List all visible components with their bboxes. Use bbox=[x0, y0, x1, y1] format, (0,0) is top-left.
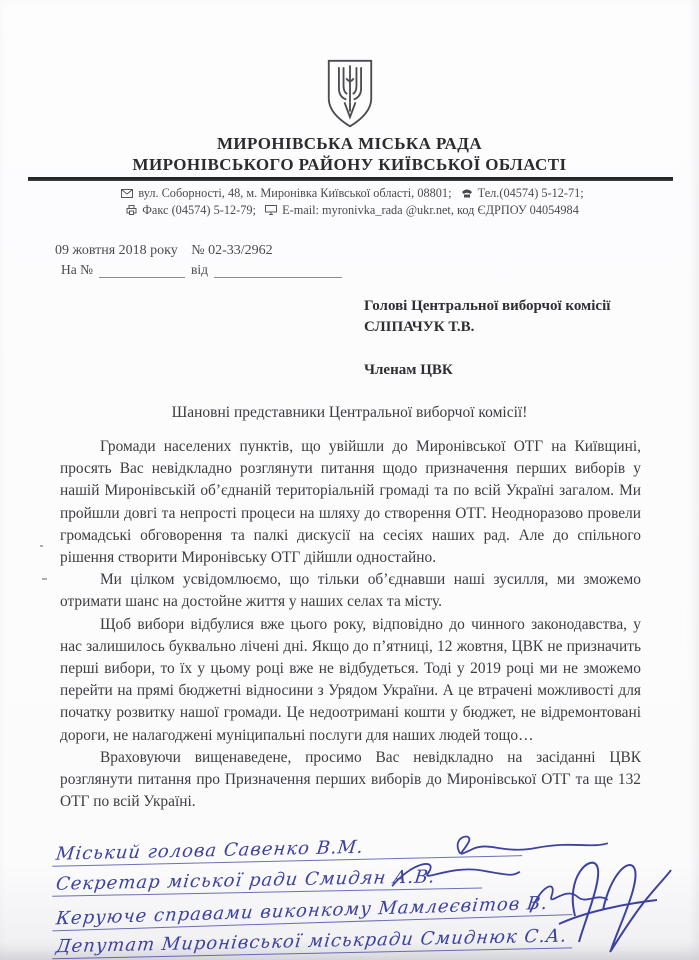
header-divider bbox=[28, 177, 673, 181]
addressee-name: СЛІПАЧУК Т.В. bbox=[364, 319, 475, 335]
monitor-icon bbox=[265, 203, 277, 219]
org-name-line2: МИРОНІВСЬКОГО РАЙОНУ КИЇВСЬКОЇ ОБЛАСТІ bbox=[132, 155, 567, 174]
reply-from-label: від bbox=[191, 262, 208, 277]
contact-line1 bbox=[0, 185, 699, 202]
addressee-title: Голові Центральної виборчої комісії bbox=[364, 298, 611, 314]
paragraph-1: Громади населених пунктів, що увійшли до Миронівської ОТГ на Київщині, просять Вас невідкладно розглянути питання щодо призначення перших виборів у нашій Миронівській об’єднаній територіальній громаді та по всій Україні загалом. Ми пройшли довгі та непрості процеси на шляху до створення ОТГ. Неодноразово провели громадські обговорення та палкі дискусії на сесіях наших рад. Але до спільного рішення створити Миронівську ОТГ дійшли одностайно. bbox=[60, 438, 641, 567]
letterhead bbox=[0, 133, 699, 175]
paragraph-3: Щоб вибори відбулися вже цього року, відповідно до чинного законодавства, у нас залишилось буквально лічені дні. Якщо до п’ятниці, 12 жовтня, ЦВК не призначить перші вибори, то їх у цьому році вже не відбудеться. Тоді у 2019 році ми не зможемо перейти на прямі бюджетні відносини з Урядом України. А це втрачені можливості для початку розвитку нашої громади. Це недоотримані кошти у бюджет, не відремонтовані дороги, не налагоджені муніципальні послуги для наших людей тощо… bbox=[60, 615, 641, 744]
handwritten-mayor: Міський голова Савенко В.М. bbox=[54, 836, 365, 865]
letter-number: № 02-33/2962 bbox=[191, 243, 273, 258]
fax-icon bbox=[126, 203, 137, 219]
reply-date-blank bbox=[214, 264, 342, 278]
reply-number-blank bbox=[99, 264, 185, 278]
mail-icon bbox=[121, 186, 133, 202]
reply-number-label: На № bbox=[61, 262, 93, 277]
contact-address: вул. Соборності, 48, м. Миронівка Київської області, 08801; bbox=[138, 186, 452, 200]
org-name-line1: МИРОНІВСЬКА МІСЬКА РАДА bbox=[216, 134, 482, 153]
handwritten-secretary: Секретар міської ради Смидян А.В. bbox=[54, 866, 437, 895]
scan-speck bbox=[42, 578, 47, 580]
letter-body bbox=[60, 436, 641, 813]
handwritten-executive: Керуюче справами виконкому Мамлеєвітов В. bbox=[54, 892, 550, 930]
scan-speck bbox=[40, 545, 43, 547]
paragraph-2: Ми цілком усвідомлюємо, що тільки об’єднавши наші зусилля, ми зможемо отримати шанс на достойне життя у наших селах та місту. bbox=[60, 571, 641, 611]
contact-phone: Тел.(04574) 5-12-71; bbox=[477, 186, 584, 200]
signature-flourish bbox=[382, 858, 523, 895]
contact-edrpou: код ЄДРПОУ 04054984 bbox=[457, 203, 579, 217]
large-signature-flourish bbox=[545, 846, 675, 956]
phone-icon bbox=[461, 186, 473, 202]
addressee-members: Членам ЦВК bbox=[364, 362, 453, 378]
addressee-block bbox=[364, 296, 610, 381]
reply-reference-line bbox=[61, 262, 342, 278]
contact-block bbox=[0, 185, 699, 219]
ukraine-trident-emblem bbox=[322, 58, 378, 130]
salutation: Шановні представники Центральної виборчої комісії! bbox=[171, 404, 528, 421]
reference-line bbox=[55, 243, 273, 259]
paragraph-4: Враховуючи вищенаведене, просимо Вас невідкладно на засіданні ЦВК розглянути питання про Призначення перших виборів до Миронівської ОТГ та ще 132 ОТГ по всій Україні. bbox=[60, 748, 641, 811]
contact-line2 bbox=[0, 202, 699, 219]
contact-email: E-mail: myronivka_rada @ukr.net, bbox=[282, 203, 454, 217]
letter-date: 09 жовтня 2018 року bbox=[55, 243, 178, 258]
handwritten-deputy: Депутат Миронівської міськради Смиднюк С.А. bbox=[54, 925, 569, 958]
contact-fax: Факс (04574) 5-12-79; bbox=[142, 203, 256, 217]
